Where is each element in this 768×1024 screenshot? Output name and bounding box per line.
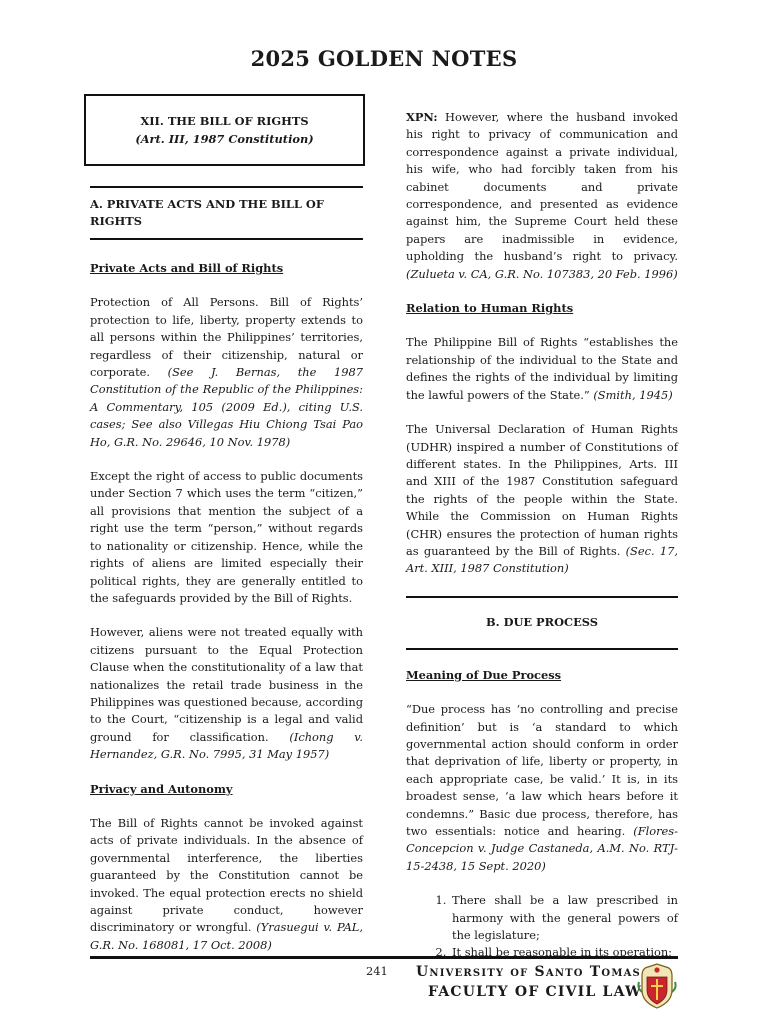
paragraph-text: The Bill of Rights cannot be invoked against acts of private individuals. In the absence of governmental interference, the liberties guaranteed by the Constitution cannot be invoked. The equal protection erects no shield against private conduct, however discriminatory or wrongful.	[90, 815, 363, 935]
paragraph-citizen-person: Except the right of access to public documents under Section 7 which uses the term “citizen,” all provisions that mention the subject of a right use the term “person,” without regards to nationality or citizenship. Hence, while the rights of aliens are limited especially their political rights, they are generally entitled to the safeguards provided by the Bill of Rights.	[90, 469, 363, 605]
page-header-title: 2025 GOLDEN NOTES	[250, 46, 518, 71]
footer-faculty: FACULTY OF CIVIL LAW	[428, 984, 642, 1000]
paragraph-text: Protection of All Persons. Bill of Rights’ protection to life, liberty, property extends to all persons within the Philippines’ territories, regardless of their citizenship, natural or corporate.	[90, 295, 363, 380]
citation: (Sec. 17, Art. XIII, 1987 Constitution)	[406, 543, 678, 576]
paragraph-text: However, aliens were not treated equally with citizens pursuant to the Equal Protection Clause when the constitutionality of a law that nationalizes the retail trade business in the Philippines was questioned because, according to the Court, “citizenship is a legal and valid ground for classification.	[90, 625, 363, 744]
paragraph-aliens-equal-protection	[90, 624, 363, 763]
chapter-title: XII. THE BILL OF RIGHTS	[140, 114, 309, 128]
xpn-label: XPN:	[406, 110, 438, 124]
paragraph-udhr	[406, 421, 678, 578]
paragraph-text: “Due process has ‘no controlling and precise definition’ but is ‘a standard to which governmental action should conform in order that deprivation of life, liberty or property, in each appropriate case, be valid.’ It is, in its broadest sense, ‘a law which hears before it condemns.” Basic due process, therefore, has two essentials: notice and hearing.	[406, 702, 678, 838]
section-b-heading: B. DUE PROCESS	[406, 596, 678, 650]
subheading-human-rights: Relation to Human Rights	[406, 301, 574, 316]
paragraph-philippine-bill-of-rights	[406, 334, 678, 404]
citation: (See J. Bernas, the 1987 Constitution of the Republic of the Philippines: A Commentary, 105 (2009 Ed.), citing U.S. cases; See also Villegas Hiu Chiong Tsai Pao Ho, G.R. No. 29646, 10 Nov. 1978)	[90, 365, 363, 449]
citation: (Flores-Concepcion v. Judge Castaneda, A.M. No. RTJ-15-2438, 15 Sept. 2020)	[406, 824, 678, 873]
chapter-subtitle: (Art. III, 1987 Constitution)	[135, 132, 314, 146]
footer-university: University of Santo Tomas	[416, 964, 641, 980]
paragraph-text: The Philippine Bill of Rights “establishes the relationship of the individual to the State and defines the rights of the individual by limiting the lawful powers of the State.”	[406, 335, 678, 402]
subheading-privacy-autonomy: Privacy and Autonomy	[90, 781, 233, 796]
paragraph-private-individuals	[90, 815, 363, 954]
list-item: 1. There shall be a law prescribed in harmony with the general powers of the legislature;	[450, 892, 678, 944]
paragraph-protection-of-all-persons	[90, 294, 363, 451]
subheading-private-acts: Private Acts and Bill of Rights	[90, 261, 284, 275]
citation: (Ichong v. Hernandez, G.R. No. 7995, 31 May 1957)	[90, 729, 364, 762]
footer-rule	[90, 956, 678, 959]
chapter-box	[84, 94, 365, 166]
list-item: 2. It shall be reasonable in its operation;	[450, 944, 678, 961]
ust-crest-icon	[636, 962, 678, 1010]
subheading-meaning-due-process: Meaning of Due Process	[406, 667, 562, 682]
citation: (Smith, 1945)	[593, 387, 673, 402]
section-a-heading: A. PRIVATE ACTS AND THE BILL OF RIGHTS	[90, 186, 363, 240]
right-column	[406, 109, 678, 962]
citation: (Yrasuegui v. PAL, G.R. No. 168081, 17 Oct. 2008)	[90, 920, 363, 952]
paragraph-due-process-definition	[406, 701, 678, 875]
citation: (Zulueta v. CA, G.R. No. 107383, 20 Feb. 1996)	[406, 266, 678, 281]
paragraph-text: The Universal Declaration of Human Rights (UDHR) inspired a number of Constitutions of different states. In the Philippines, Arts. III and XIII of the 1987 Constitution safeguard the rights of the people within the State. While the Commission on Human Rights (CHR) ensures the protection of human rights as guaranteed by the Bill of Rights.	[406, 422, 678, 558]
paragraph-text: However, where the husband invoked his right to privacy of communication and correspondence against a private individual, his wife, who had forcibly taken from his cabinet documents and private correspondence, and presented as evidence against him, the Supreme Court held these papers are inadmissible in evidence, upholding the husband’s right to privacy.	[406, 110, 678, 264]
due-process-requirements-list	[406, 892, 678, 962]
paragraph-xpn	[406, 109, 678, 283]
page-number: 241	[366, 964, 388, 978]
left-column	[90, 94, 363, 954]
